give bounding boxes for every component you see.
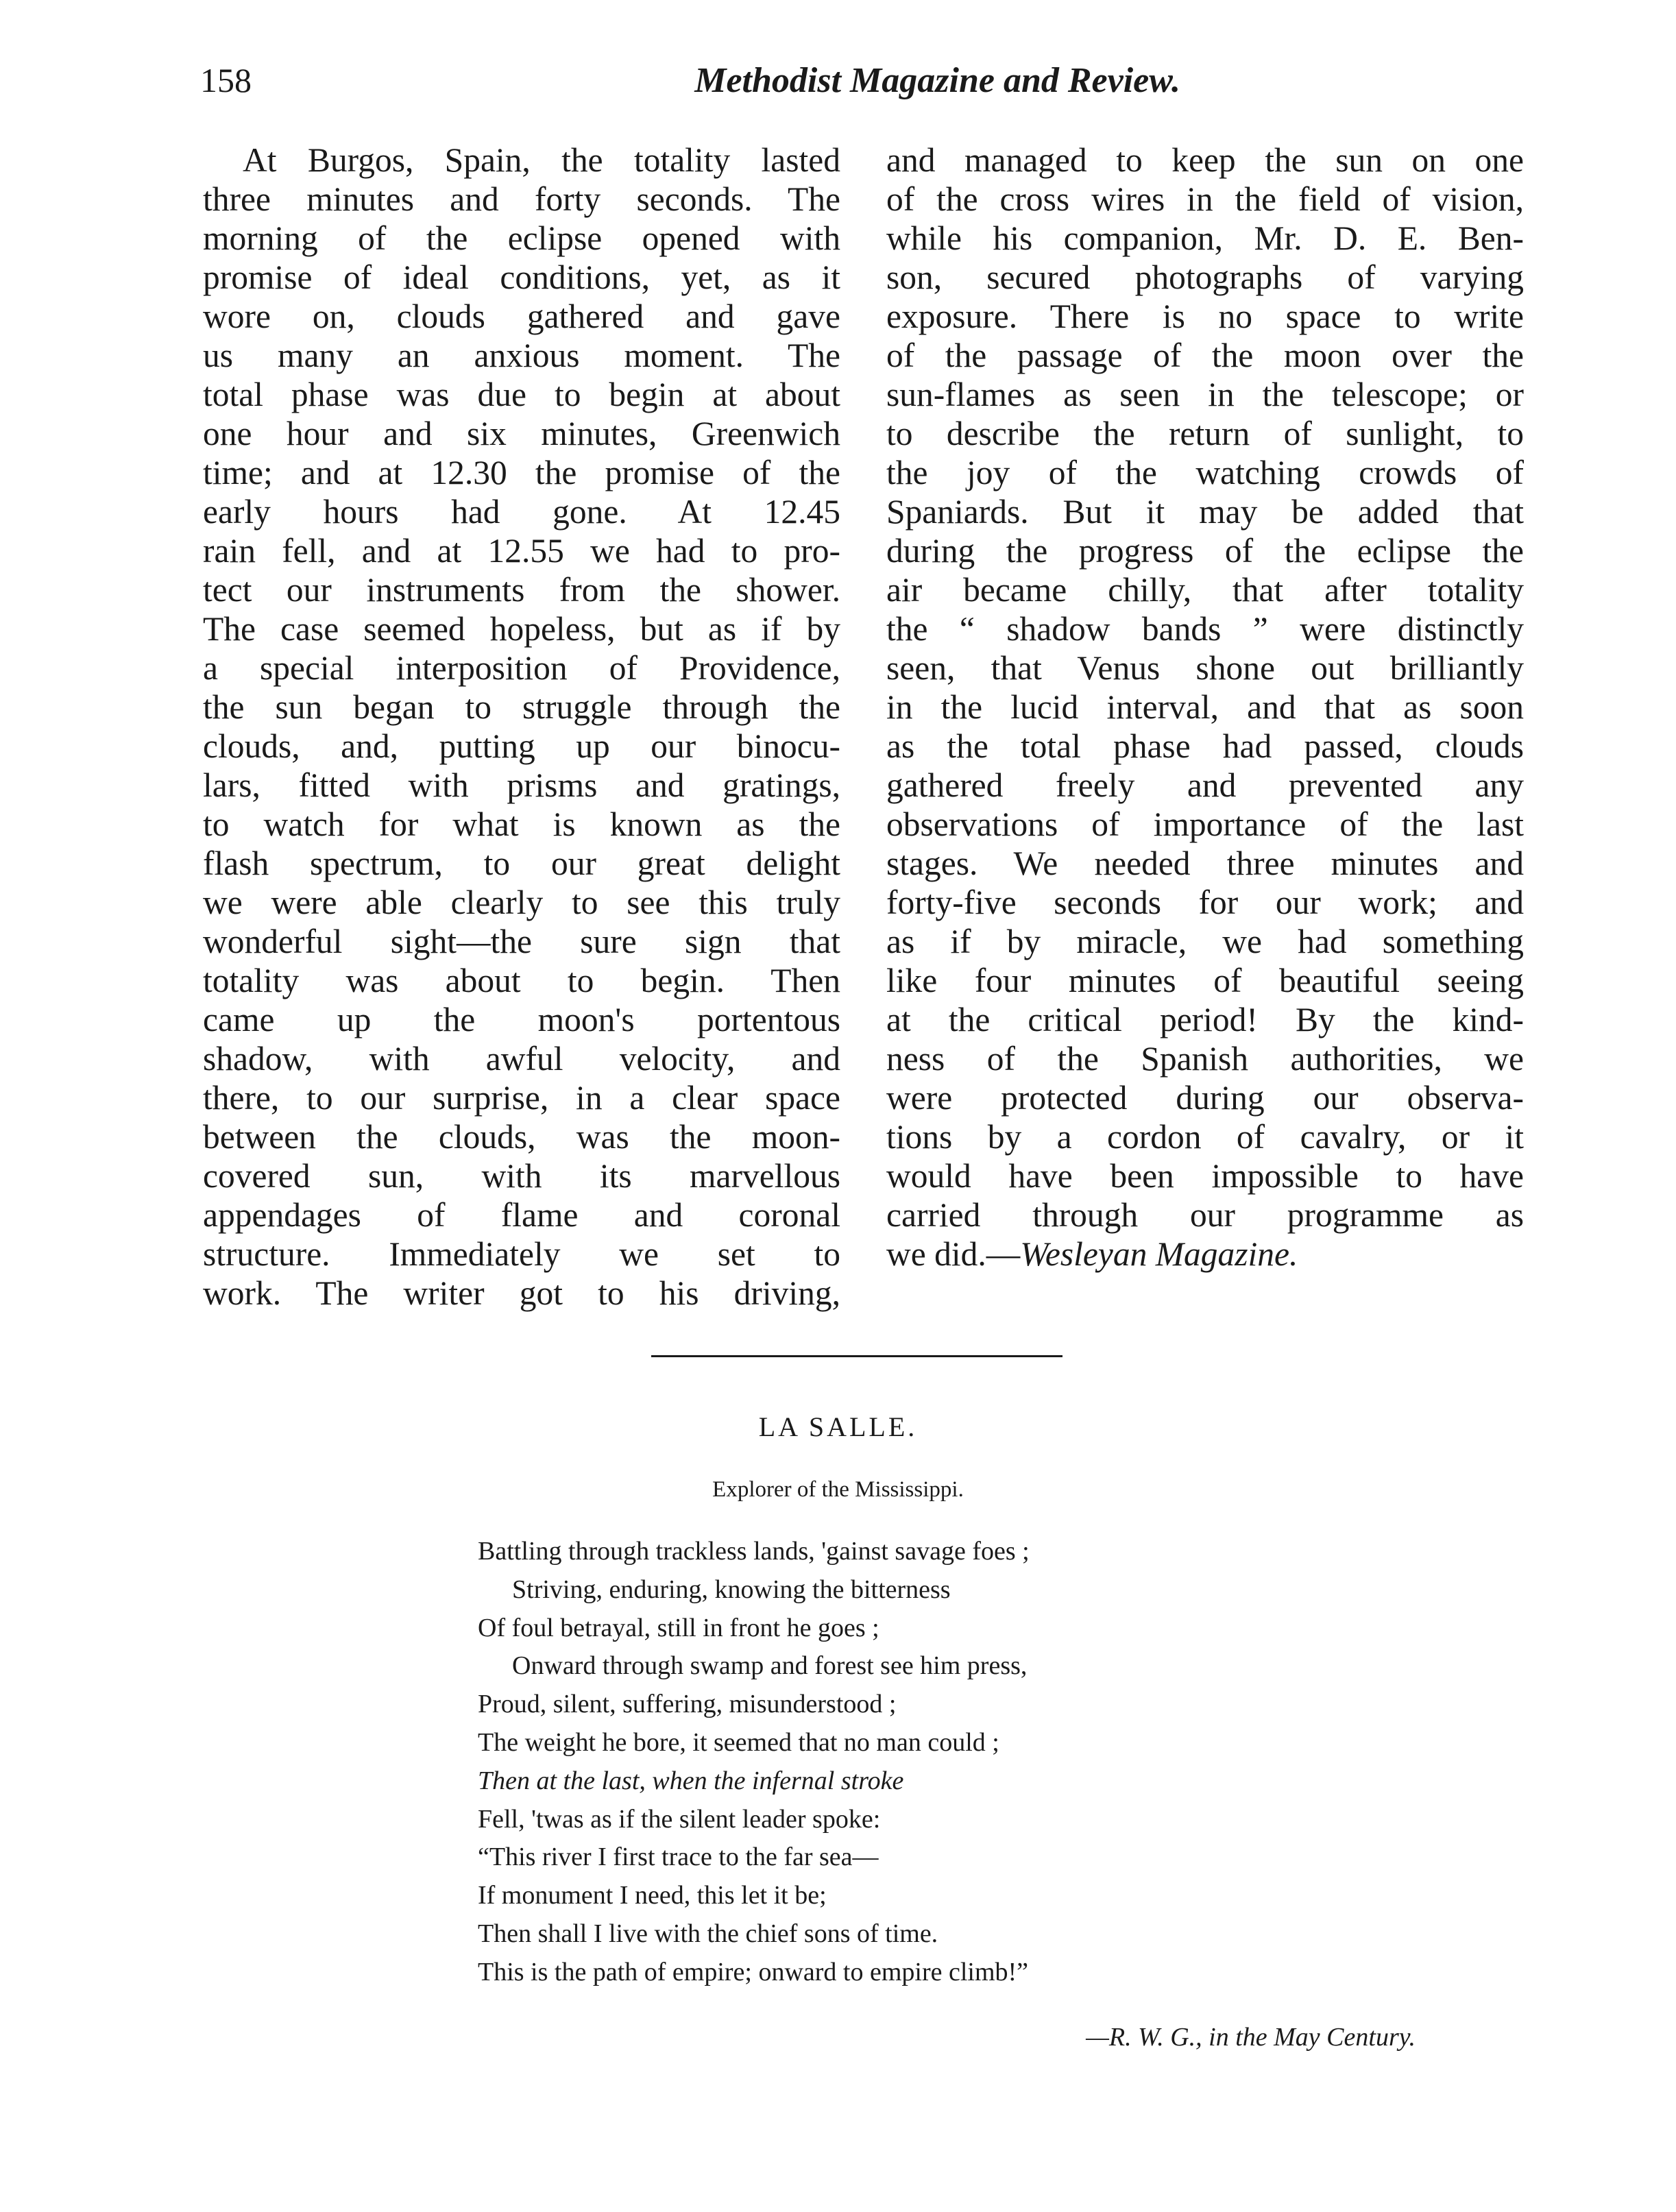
article-line: during the progress of the eclipse the xyxy=(886,532,1524,570)
running-title: Methodist Magazine and Review. xyxy=(694,61,1180,100)
article-line: seen, that Venus shone out brilliantly xyxy=(886,649,1524,687)
article-line: shadow, with awful velocity, and xyxy=(203,1040,840,1078)
page-number: 158 xyxy=(200,61,252,99)
article-line: like four minutes of beautiful seeing xyxy=(886,962,1524,999)
article-line: sun-flames as seen in the telescope; or xyxy=(886,376,1524,413)
article-line: while his companion, Mr. D. E. Ben- xyxy=(886,219,1524,257)
article-left-column xyxy=(203,141,840,1313)
poem-line: Battling through trackless lands, 'gainst savage foes ; xyxy=(478,1537,1030,1566)
article-line: Spaniards. But it may be added that xyxy=(886,493,1524,531)
article-line: tions by a cordon of cavalry, or it xyxy=(886,1118,1524,1156)
article-line: us many an anxious moment. The xyxy=(203,337,840,374)
poem-line: This is the path of empire; onward to empire climb!” xyxy=(478,1957,1029,1986)
article-line: as the total phase had passed, clouds xyxy=(886,727,1524,765)
article-line: between the clouds, was the moon- xyxy=(203,1118,840,1156)
article-line: morning of the eclipse opened with xyxy=(203,219,840,257)
article-line: in the lucid interval, and that as soon xyxy=(886,688,1524,726)
article-line: came up the moon's portentous xyxy=(203,1001,840,1038)
article-line: time; and at 12.30 the promise of the xyxy=(203,454,840,491)
article-line: total phase was due to begin at about xyxy=(203,376,840,413)
article-line: promise of ideal conditions, yet, as it xyxy=(203,258,840,296)
article-line: The case seemed hopeless, but as if by xyxy=(203,610,840,648)
article-line: work. The writer got to his driving, xyxy=(203,1274,840,1312)
article-line: son, secured photographs of varying xyxy=(886,258,1524,296)
poem-subtitle: Explorer of the Mississippi. xyxy=(712,1477,964,1502)
article-line: and managed to keep the sun on one xyxy=(886,141,1524,179)
article-line: the sun began to struggle through the xyxy=(203,688,840,726)
article-final-text: we did.— xyxy=(886,1235,1021,1273)
article-line: the joy of the watching crowds of xyxy=(886,454,1524,491)
article-line: carried through our programme as xyxy=(886,1196,1524,1234)
poem-line: If monument I need, this let it be; xyxy=(478,1881,827,1910)
article-line: the “ shadow bands ” were distinctly xyxy=(886,610,1524,648)
article-line: clouds, and, putting up our binocu- xyxy=(203,727,840,765)
article-line: appendages of flame and coronal xyxy=(203,1196,840,1234)
article-line: there, to our surprise, in a clear space xyxy=(203,1079,840,1117)
article-line: wore on, clouds gathered and gave xyxy=(203,297,840,335)
article-line: to watch for what is known as the xyxy=(203,805,840,843)
article-line: air became chilly, that after totality xyxy=(886,571,1524,609)
article-line: at the critical period! By the kind- xyxy=(886,1001,1524,1038)
poem-line: “This river I first trace to the far sea— xyxy=(478,1843,879,1872)
article-line: were protected during our observa- xyxy=(886,1079,1524,1117)
article-line: to describe the return of sunlight, to xyxy=(886,415,1524,452)
article-line: flash spectrum, to our great delight xyxy=(203,844,840,882)
article-line: gathered freely and prevented any xyxy=(886,766,1524,804)
article-line: totality was about to begin. Then xyxy=(203,962,840,999)
poem-line: Then shall I live with the chief sons of time. xyxy=(478,1919,938,1948)
poem-line: Fell, 'twas as if the silent leader spoke: xyxy=(478,1804,881,1834)
article-line: three minutes and forty seconds. The xyxy=(203,180,840,218)
article-line: would have been impossible to have xyxy=(886,1157,1524,1195)
poem-attribution: —R. W. G., in the May Century. xyxy=(1086,2023,1416,2052)
poem-line: The weight he bore, it seemed that no man could ; xyxy=(478,1727,999,1757)
article-line: of the passage of the moon over the xyxy=(886,337,1524,374)
poem-line: Proud, silent, suffering, misunderstood ; xyxy=(478,1690,897,1719)
poem-line: Of foul betrayal, still in front he goes ; xyxy=(478,1613,879,1642)
article-source: Wesleyan Magazine. xyxy=(1020,1235,1298,1273)
article-line: At Burgos, Spain, the totality lasted xyxy=(243,141,840,179)
article-line: covered sun, with its marvellous xyxy=(203,1157,840,1195)
article-line: structure. Immediately we set to xyxy=(203,1235,840,1273)
article-line: lars, fitted with prisms and gratings, xyxy=(203,766,840,804)
article-line: tect our instruments from the shower. xyxy=(203,571,840,609)
article-line: wonderful sight—the sure sign that xyxy=(203,923,840,960)
article-line: as if by miracle, we had something xyxy=(886,923,1524,960)
article-line: ness of the Spanish authorities, we xyxy=(886,1040,1524,1078)
poem-line: Then at the last, when the infernal stroke xyxy=(478,1766,904,1795)
article-line: one hour and six minutes, Greenwich xyxy=(203,415,840,452)
article-line: of the cross wires in the field of vision, xyxy=(886,180,1524,218)
article-line: a special interposition of Providence, xyxy=(203,649,840,687)
article-line: we were able clearly to see this truly xyxy=(203,884,840,921)
article-line: rain fell, and at 12.55 we had to pro- xyxy=(203,532,840,570)
page-header xyxy=(200,60,1180,115)
article-line: exposure. There is no space to write xyxy=(886,297,1524,335)
poem-line: Onward through swamp and forest see him press, xyxy=(512,1651,1028,1681)
article-line: observations of importance of the last xyxy=(886,805,1524,843)
section-divider xyxy=(651,1355,1062,1357)
article-final-line xyxy=(886,1235,1524,1274)
poem-body xyxy=(478,1533,1437,1992)
poem-line: Striving, enduring, knowing the bitterness xyxy=(512,1575,951,1604)
poem-title: LA SALLE. xyxy=(758,1411,918,1442)
article-line: early hours had gone. At 12.45 xyxy=(203,493,840,531)
article-right-column xyxy=(886,141,1524,1274)
article-line: forty-five seconds for our work; and xyxy=(886,884,1524,921)
article-line: stages. We needed three minutes and xyxy=(886,844,1524,882)
